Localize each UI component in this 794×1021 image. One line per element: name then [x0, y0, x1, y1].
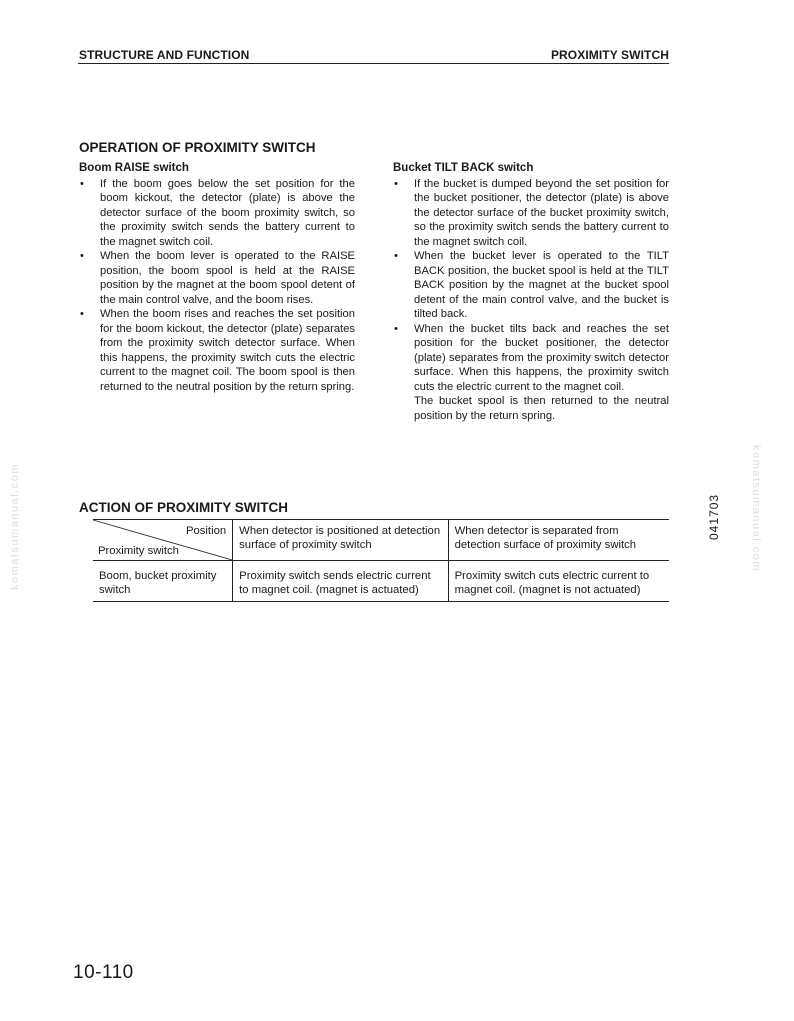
corner-switch-label: Proximity switch	[98, 545, 179, 557]
header-topic: PROXIMITY SWITCH	[550, 48, 669, 62]
list-item: • When the bucket lever is operated to the TILT BACK position, the bucket spool is held at the TILT BACK position by the magnet at the bucket spool detent of the main control valve, and the bucket is tilted back.	[393, 249, 669, 322]
page-number: 10-110	[73, 962, 134, 983]
corner-position-label: Position	[185, 525, 227, 537]
header-rule	[78, 63, 669, 64]
boom-raise-list	[79, 177, 355, 395]
list-item: • If the boom goes below the set position for the boom kickout, the detector (plate) is above the detector surface of the boom proximity switch, so the proximity switch sends the battery current to the magnet switch coil.	[79, 177, 355, 250]
row-positioned: Proximity switch sends electric current to magnet coil. (magnet is actuated)	[233, 561, 448, 602]
side-reference-code: 041703	[707, 493, 721, 540]
operation-title: OPERATION OF PROXIMITY SWITCH	[79, 140, 316, 155]
action-table	[93, 519, 669, 602]
boom-raise-heading: Boom RAISE switch	[79, 162, 189, 174]
list-item: • When the bucket tilts back and reaches the set position for the bucket positioner, the detector (plate) separates from the proximity switch detector surface. When this happens, the proximity switch cuts the electric current to the magnet coil.	[393, 322, 669, 395]
bucket-tilt-back-list	[393, 177, 669, 395]
row-label: Boom, bucket proximity switch	[93, 561, 233, 602]
bucket-trailing-text: The bucket spool is then returned to the neutral position by the return spring.	[414, 395, 669, 422]
header-separated: When detector is separated from detection surface of proximity switch	[448, 520, 669, 561]
table-row	[93, 561, 669, 602]
list-item: • When the boom rises and reaches the set position for the boom kickout, the detector (plate) separates from the proximity switch detector surface. When this happens, the proximity switch cuts the electric current to the magnet coil. The boom spool is then returned to the neutral position by the return spring.	[79, 307, 355, 394]
list-item: • If the bucket is dumped beyond the set position for the bucket positioner, the detector (plate) is above the detector surface of the bucket proximity switch, so the proximity switch sends the battery current to the magnet switch coil.	[393, 177, 669, 250]
corner-cell	[93, 520, 233, 561]
list-item: • When the boom lever is operated to the RAISE position, the boom spool is held at the RAISE position by the magnet at the boom spool detent of the main control valve, and the boom rises.	[79, 249, 355, 307]
table-header-row	[93, 520, 669, 561]
bucket-tilt-back-column	[393, 161, 669, 423]
action-title: ACTION OF PROXIMITY SWITCH	[79, 500, 288, 515]
header-section: STRUCTURE AND FUNCTION	[79, 48, 250, 62]
row-separated: Proximity switch cuts electric current to magnet coil. (magnet is not actuated)	[448, 561, 669, 602]
bucket-tilt-back-heading: Bucket TILT BACK switch	[393, 162, 534, 174]
watermark-left: komatsumanual.com	[9, 463, 21, 590]
boom-raise-column	[79, 161, 355, 394]
watermark-right: komatsumanual.com	[750, 445, 762, 572]
header-positioned: When detector is positioned at detection surface of proximity switch	[233, 520, 448, 561]
